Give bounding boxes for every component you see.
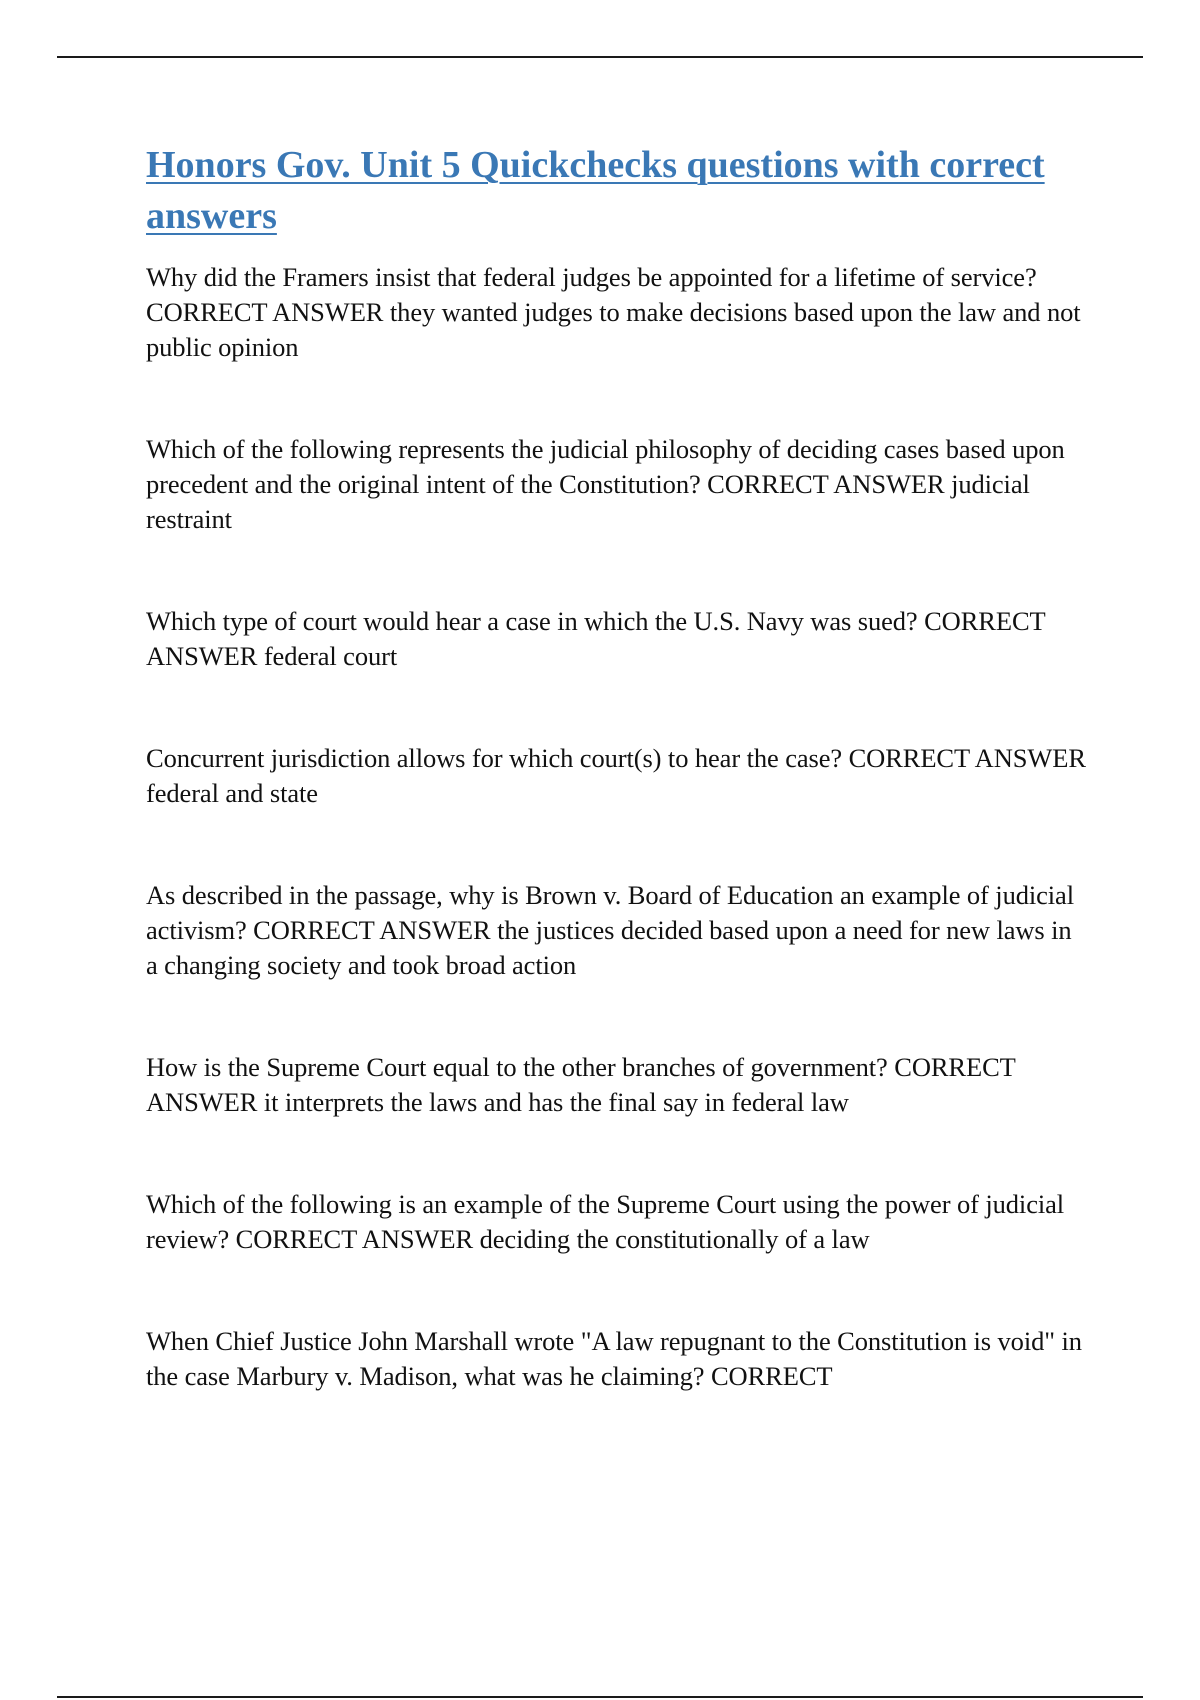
top-rule (57, 56, 1143, 58)
qa-item-8: When Chief Justice John Marshall wrote "A law repugnant to the Constitution is void" in the case Marbury v. Madison, what was he claiming? CORRECT (146, 1326, 1082, 1391)
qa-item-7: Which of the following is an example of the Supreme Court using the power of judicial review? CORRECT ANSWER deciding the constitutionally of a law (146, 1189, 1065, 1254)
bottom-rule (57, 1696, 1143, 1698)
document-title[interactable]: Honors Gov. Unit 5 Quickchecks questions with correct answers (146, 144, 1045, 237)
qa-item-1: Why did the Framers insist that federal judges be appointed for a lifetime of service? CORRECT ANSWER they wanted judges to make decisions based upon the law and not public opinion (146, 262, 1081, 362)
qa-item-2: Which of the following represents the judicial philosophy of deciding cases based upon precedent and the original intent of the Constitution? CORRECT ANSWER judicial restraint (146, 434, 1065, 534)
qa-item-3: Which type of court would hear a case in which the U.S. Navy was sued? CORRECT ANSWER federal court (146, 606, 1046, 671)
qa-item-6: How is the Supreme Court equal to the other branches of government? CORRECT ANSWER it interprets the laws and has the final say in federal law (146, 1052, 1016, 1117)
qa-item-4: Concurrent jurisdiction allows for which court(s) to hear the case? CORRECT ANSWER federal and state (146, 743, 1086, 808)
qa-item-5: As described in the passage, why is Brown v. Board of Education an example of judicial activism? CORRECT ANSWER the justices decided based upon a need for new laws in a changing society and took broad action (146, 880, 1074, 980)
document-body (146, 140, 1086, 1394)
